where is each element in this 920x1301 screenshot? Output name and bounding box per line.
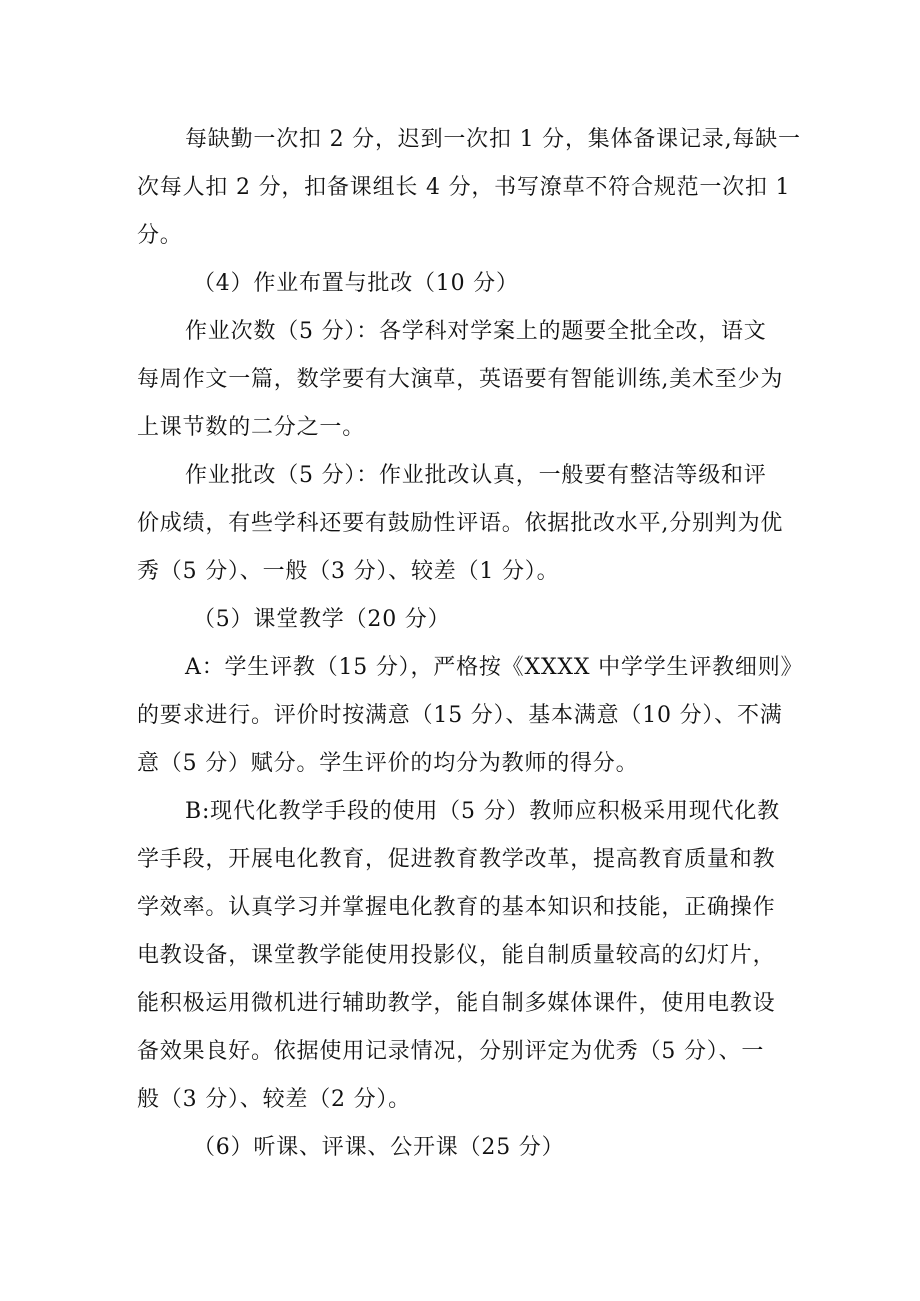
paragraph-line: 学效率。认真学习并掌握电化教育的基本知识和技能，正确操作 <box>137 895 776 920</box>
paragraph-line: 作业批改（5 分）：作业批改认真，一般要有整洁等级和评 <box>185 463 767 488</box>
section-heading: （5）课堂教学（20 分） <box>193 607 451 632</box>
paragraph-line: 意（5 分）赋分。学生评价的均分为教师的得分。 <box>137 751 639 776</box>
paragraph-line: 作业次数（5 分）：各学科对学案上的题要全批全改，语文 <box>185 319 767 344</box>
paragraph-line: 价成绩，有些学科还要有鼓励性评语。依据批改水平,分别判为优 <box>137 511 784 536</box>
paragraph-line: 上课节数的二分之一。 <box>137 415 366 440</box>
paragraph-line: A：学生评教（15 分），严格按《XXXX 中学学生评教细则》 <box>185 655 804 680</box>
paragraph-line: 的要求进行。评价时按满意（15 分）、基本满意（10 分）、不满 <box>137 703 783 728</box>
paragraph-line: 般（3 分）、较差（2 分）。 <box>137 1087 411 1112</box>
document-body <box>137 116 817 1172</box>
section-heading: （4）作业布置与批改（10 分） <box>193 271 519 296</box>
paragraph-line: 每周作文一篇，数学要有大演草，英语要有智能训练,美术至少为 <box>137 367 784 392</box>
paragraph-line: 备效果良好。依据使用记录情况，分别评定为优秀（5 分）、一 <box>137 1039 765 1064</box>
paragraph-line: 学手段，开展电化教育，促进教育教学改革，提高教育质量和教 <box>137 847 776 872</box>
paragraph-line: 秀（5 分）、一般（3 分）、较差（1 分）。 <box>137 559 560 584</box>
paragraph-line: 分。 <box>137 223 183 248</box>
paragraph-line: B:现代化教学手段的使用（5 分）教师应积极采用现代化教 <box>185 799 780 824</box>
paragraph-line: 电教设备，课堂教学能使用投影仪，能自制质量较高的幻灯片， <box>137 943 776 968</box>
paragraph-line: 能积极运用微机进行辅助教学，能自制多媒体课件，使用电教设 <box>137 991 776 1016</box>
paragraph-line: 次每人扣 2 分，扣备课组长 4 分，书写潦草不符合规范一次扣 1 <box>137 175 791 200</box>
paragraph-line: 每缺勤一次扣 2 分，迟到一次扣 1 分，集体备课记录,每缺一 <box>185 127 801 152</box>
section-heading: （6）听课、评课、公开课（25 分） <box>193 1135 565 1160</box>
